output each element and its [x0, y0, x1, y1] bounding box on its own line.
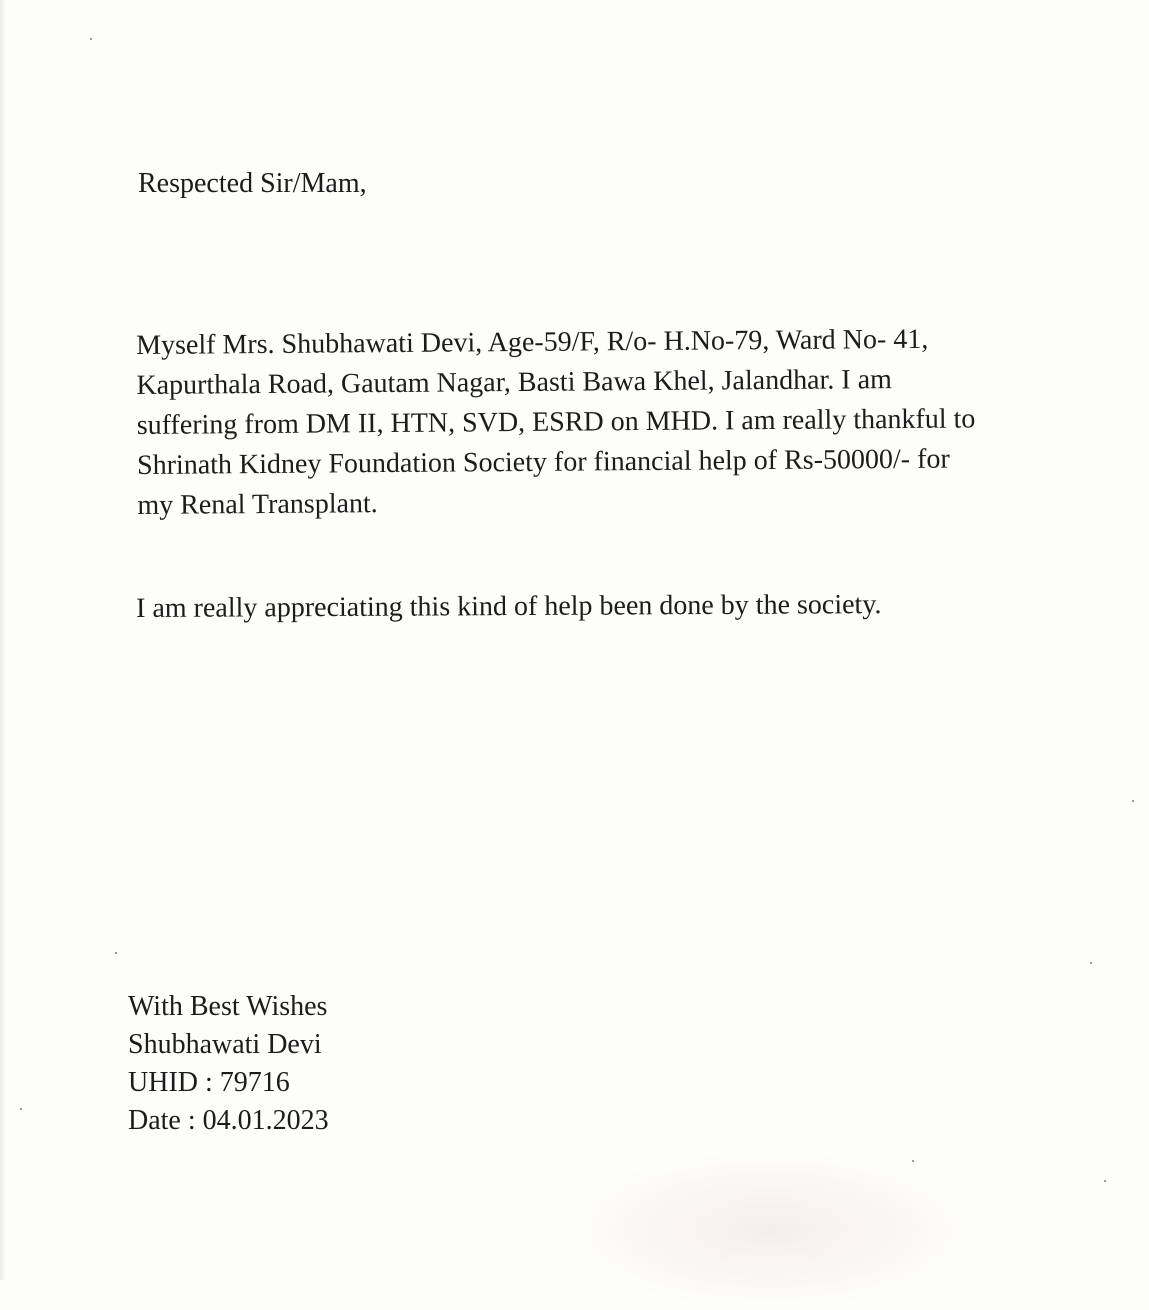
- salutation: Respected Sir/Mam,: [138, 168, 367, 199]
- body-line: Shrinath Kidney Foundation Society for financial help of Rs-50000/- for: [136, 443, 950, 481]
- body-line: suffering from DM II, HTN, SVD, ESRD on MHD. I am really thankful to: [136, 403, 976, 441]
- paper-speck: [115, 952, 117, 954]
- paper-speck: [20, 1108, 22, 1110]
- body-paragraph: [136, 318, 1098, 526]
- paper-speck: [90, 38, 92, 40]
- paper-speck: [1132, 800, 1134, 802]
- paper-stain: [560, 1150, 980, 1310]
- body-line: Myself Mrs. Shubhawati Devi, Age-59/F, R/o- H.No-79, Ward No- 41,: [136, 323, 929, 361]
- body-line: Kapurthala Road, Gautam Nagar, Basti Bawa Khel, Jalandhar. I am: [136, 364, 892, 401]
- paper-speck: [912, 1160, 914, 1162]
- paper-edge-shadow: [0, 0, 6, 1280]
- body-line: my Renal Transplant.: [137, 488, 378, 521]
- signer-name: Shubhawati Devi: [128, 1029, 322, 1060]
- paper-speck: [1104, 1180, 1106, 1182]
- appreciation-line: I am really appreciating this kind of help been done by the society.: [136, 589, 882, 624]
- paper-speck: [1090, 962, 1092, 964]
- closing-greeting: With Best Wishes: [128, 991, 328, 1022]
- closing-block: [128, 988, 329, 1140]
- letter-date: Date : 04.01.2023: [128, 1105, 329, 1136]
- uhid: UHID : 79716: [128, 1067, 290, 1098]
